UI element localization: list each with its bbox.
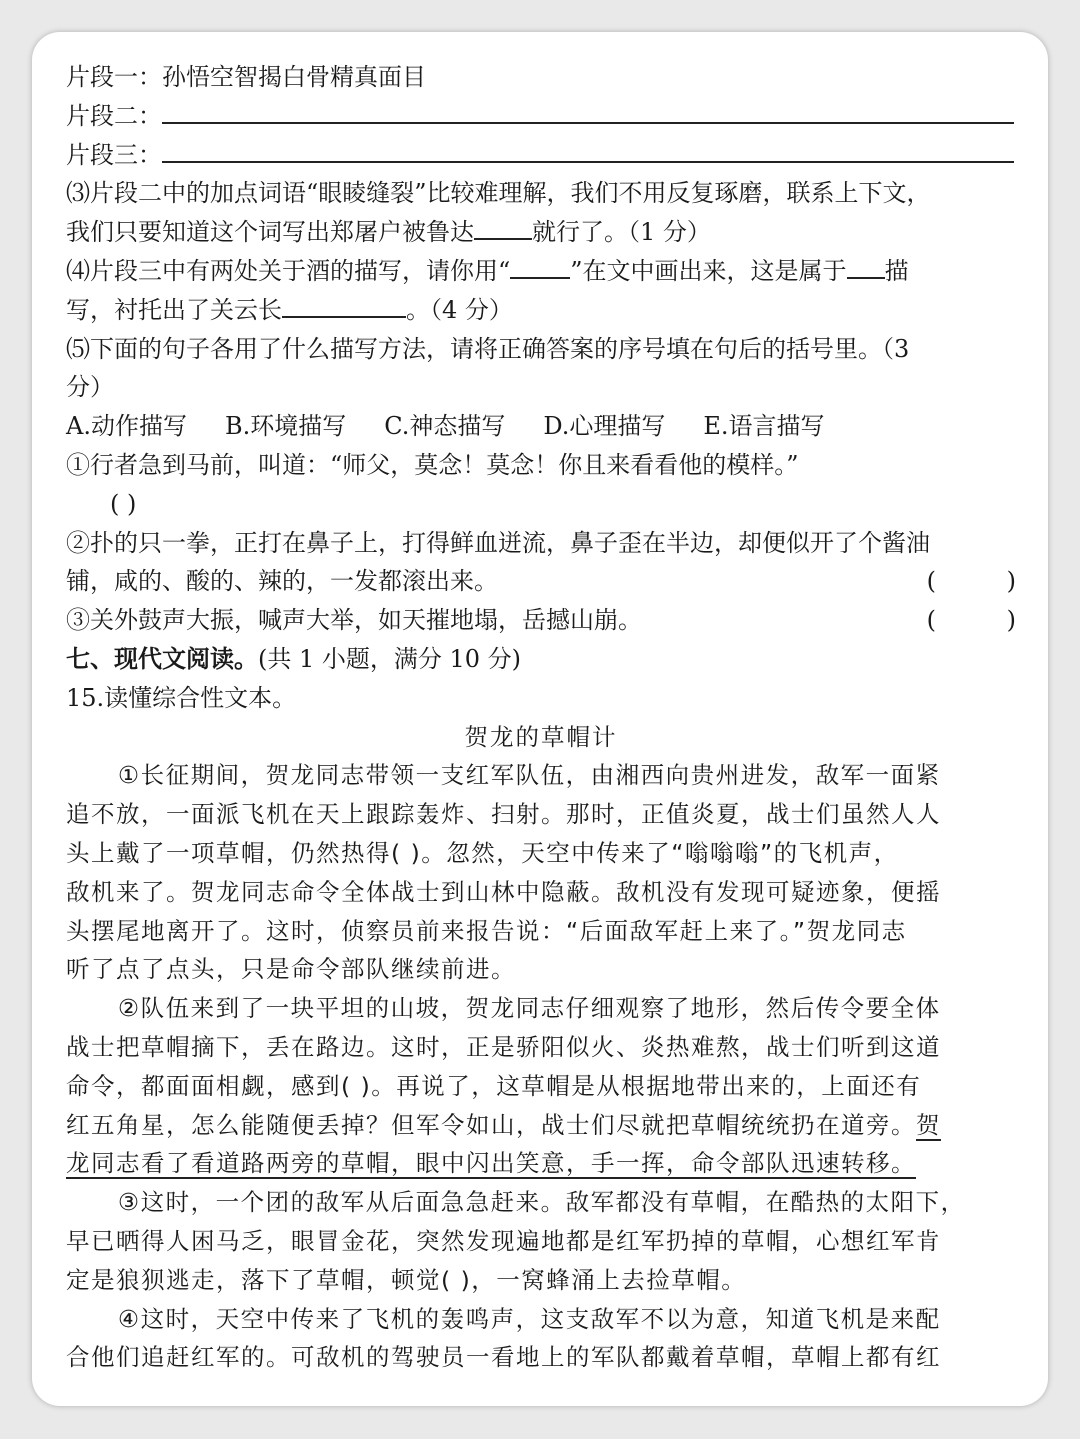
question-4-text-c: 描 — [884, 256, 909, 285]
fragment-3-blank[interactable] — [162, 137, 1014, 163]
passage-line: 头摆尾地离开了。这时，侦察员前来报告说：“后面敌军赶上来了。”贺龙同志 — [66, 916, 907, 945]
passage-line: 听了点了点头，只是命令部队继续前进。 — [66, 955, 516, 984]
passage-line: ①长征期间，贺龙同志带领一支红军队伍，由湘西向贵州进发，敌军一面紧 — [118, 761, 941, 790]
passage-line — [66, 1144, 1016, 1183]
passage-line: 合他们追赶红军的。可敌机的驾驶员一看地上的军队都戴着草帽，草帽上都有红 — [66, 1343, 941, 1372]
passage-text: 红五角星，怎么能随便丢掉？但军令如山，战士们尽就把草帽统统扔在道旁。 — [66, 1110, 916, 1139]
passage-title: 贺龙的草帽计 — [464, 722, 618, 751]
passage-line: 命令，都面面相觑，感到( )。再说了，这草帽是从根据地带出来的，上面还有 — [66, 1071, 922, 1100]
worksheet-content — [66, 58, 1016, 1377]
question-5-line-2: 分） — [66, 373, 114, 402]
sentence-3 — [66, 601, 1016, 640]
fragment-1: 片段一：孙悟空智揭白骨精真面目 — [66, 63, 426, 91]
question-4-mark-blank[interactable] — [510, 253, 570, 279]
passage-line: 追不放，一面派飞机在天上跟踪轰炸、扫射。那时，正值炎夏，战士们虽然人人 — [66, 800, 941, 829]
option-d: D.心理描写 — [543, 412, 666, 441]
paren-left: ( — [926, 606, 936, 635]
fragment-3-label: 片段三： — [66, 140, 162, 169]
underlined-sentence-start: 贺 — [916, 1110, 941, 1139]
question-5-options — [66, 407, 1016, 446]
reading-passage — [66, 718, 1016, 1378]
passage-line — [66, 1106, 1016, 1145]
question-4-line-2 — [66, 291, 1016, 330]
question-4-text-e: 。（4 分） — [406, 295, 513, 324]
section-7-note: (共 1 小题，满分 10 分) — [258, 644, 522, 673]
option-a: A.动作描写 — [66, 412, 187, 441]
sentence-2-answer[interactable] — [927, 562, 1016, 601]
question-5-line-1: ⑸下面的句子各用了什么描写方法，请将正确答案的序号填在句后的括号里。（3 — [66, 334, 910, 363]
sentence-2-text: 铺，咸的、酸的、辣的，一发都滚出来。 — [66, 567, 498, 596]
sentence-1: ①行者急到马前，叫道：“师父，莫念！莫念！你且来看看他的模样。” — [66, 450, 799, 479]
sentence-2-line-2 — [66, 562, 1016, 601]
fragment-2 — [66, 97, 1016, 136]
worksheet-page — [32, 32, 1048, 1406]
option-e: E.语言描写 — [703, 412, 825, 441]
question-15: 15.读懂综合性文本。 — [66, 683, 297, 712]
sentence-1-answer[interactable]: ( ) — [110, 489, 137, 518]
passage-line: 定是狼狈逃走，落下了草帽，顿觉( )，一窝蜂涌上去捡草帽。 — [66, 1265, 747, 1294]
sentence-3-text: ③关外鼓声大振，喊声大举，如天摧地塌，岳撼山崩。 — [66, 606, 642, 635]
question-3-blank[interactable] — [474, 214, 532, 240]
question-3-line-2 — [66, 213, 1016, 252]
section-7-heading — [66, 640, 1016, 679]
paren-right: ) — [1006, 567, 1016, 596]
question-3-line-1: ⑶片段二中的加点词语“眼睖缝裂”比较难理解，我们不用反复琢磨，联系上下文， — [66, 179, 931, 208]
passage-line: ④这时，天空中传来了飞机的轰鸣声，这支敌军不以为意，知道飞机是来配 — [118, 1304, 941, 1333]
passage-line: ②队伍来到了一块平坦的山坡，贺龙同志仔细观察了地形，然后传令要全体 — [118, 994, 941, 1023]
question-4-type-blank[interactable] — [847, 253, 885, 279]
question-4-text-d: 写，衬托出了关云长 — [66, 295, 282, 324]
fragment-3 — [66, 136, 1016, 175]
passage-line: 敌机来了。贺龙同志命令全体战士到山林中隐蔽。敌机没有发现可疑迹象，便摇 — [66, 877, 941, 906]
section-7-title: 七、现代文阅读。 — [66, 643, 258, 673]
question-4-text-b: ”在文中画出来，这是属于 — [570, 256, 847, 285]
option-b: B.环境描写 — [224, 412, 347, 441]
sentence-2-line-1: ②扑的只一拳，正打在鼻子上，打得鲜血迸流，鼻子歪在半边，却便似开了个酱油 — [66, 528, 930, 557]
fragment-2-blank[interactable] — [162, 98, 1014, 124]
paren-left: ( — [926, 567, 936, 596]
sentence-3-answer[interactable] — [927, 601, 1016, 640]
question-4-trait-blank[interactable] — [282, 292, 406, 318]
fragment-2-label: 片段二： — [66, 101, 162, 130]
question-4-text-a: ⑷片段三中有两处关于酒的描写，请你用“ — [66, 256, 511, 285]
option-c: C.神态描写 — [384, 412, 506, 441]
question-3-text-b: 就行了。（1 分） — [532, 218, 711, 247]
passage-line: 战士把草帽摘下，丢在路边。这时，正是骄阳似火、炎热难熬，战士们听到这道 — [66, 1032, 941, 1061]
passage-line: ③这时，一个团的敌军从后面急急赶来。敌军都没有草帽，在酷热的太阳下， — [118, 1188, 966, 1217]
question-3-text-a: 我们只要知道这个词写出郑屠户被鲁达 — [66, 218, 474, 247]
passage-line: 头上戴了一项草帽，仍然热得( )。忽然，天空中传来了“嗡嗡嗡”的飞机声， — [66, 838, 899, 867]
paren-right: ) — [1006, 606, 1016, 635]
passage-line: 早已晒得人困马乏，眼冒金花，突然发现遍地都是红军扔掉的草帽，心想红军肯 — [66, 1226, 941, 1255]
underlined-sentence: 龙同志看了看道路两旁的草帽，眼中闪出笑意，手一挥，命令部队迅速转移。 — [66, 1149, 916, 1178]
question-4-line-1 — [66, 252, 1016, 291]
